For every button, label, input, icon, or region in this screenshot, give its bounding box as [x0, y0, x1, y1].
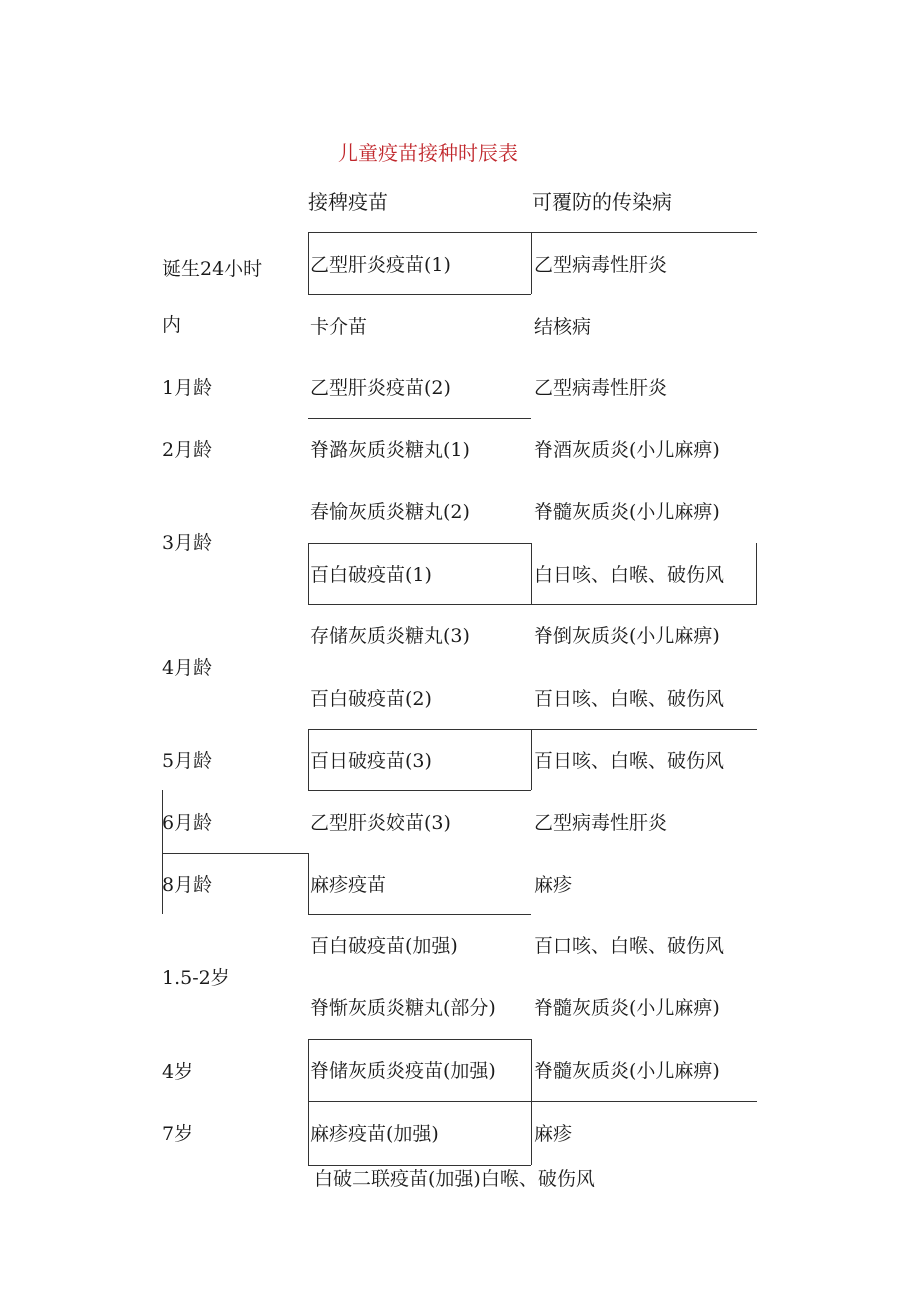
table-rule [308, 294, 531, 295]
age-label: 3月龄 [162, 532, 213, 554]
disease-cell: 乙型病毒性肝炎 [534, 812, 668, 834]
disease-cell: 麻疹 [534, 874, 573, 896]
table-rule [531, 729, 532, 790]
vaccine-cell: 存储灰质炎糖丸(3) [310, 625, 470, 647]
vaccine-cell: 百日破疫苗(3) [310, 750, 432, 772]
disease-cell: 乙型病毒性肝炎 [534, 254, 668, 276]
age-label: 1.5-2岁 [162, 967, 230, 989]
age-label: 2月龄 [162, 439, 213, 461]
age-label: 4月龄 [162, 657, 213, 679]
footer-note: 白破二联疫苗(加强)白喉、破伤风 [314, 1168, 595, 1190]
vaccine-cell: 百白破疫苗(1) [310, 564, 432, 586]
disease-cell: 脊酒灰质炎(小儿麻痹) [534, 439, 720, 461]
table-rule [308, 729, 309, 790]
column-header-disease: 可覆防的传染病 [532, 190, 672, 214]
vaccine-cell: 百白破疫苗(加强) [310, 935, 458, 957]
vaccine-cell: 乙型肝炎疫苗(2) [310, 377, 451, 399]
age-label: 8月龄 [162, 874, 213, 896]
vaccine-cell: 春愉灰质炎糖丸(2) [310, 501, 470, 523]
vaccine-cell: 麻疹疫苗 [310, 874, 387, 896]
table-rule [308, 232, 757, 233]
vaccine-cell: 脊惭灰质炎糖丸(部分) [310, 997, 496, 1019]
table-rule [308, 914, 531, 915]
table-rule [308, 543, 309, 604]
table-rule [308, 1039, 531, 1040]
vaccine-cell: 百白破疫苗(2) [310, 688, 432, 710]
disease-cell: 百日咳、白喉、破伤风 [534, 688, 725, 710]
disease-cell: 乙型病毒性肝炎 [534, 377, 668, 399]
document-title: 儿童疫苗接种时辰表 [338, 141, 518, 165]
vaccine-cell: 麻疹疫苗(加强) [310, 1123, 439, 1145]
age-label: 5月龄 [162, 750, 213, 772]
table-rule [308, 232, 309, 294]
table-rule [162, 853, 308, 854]
vaccine-cell: 脊潞灰质炎糖丸(1) [310, 439, 470, 461]
table-rule [531, 543, 532, 604]
vaccine-cell: 卡介苗 [310, 316, 368, 338]
age-label: 4岁 [162, 1061, 194, 1083]
disease-cell: 脊髓灰质炎(小儿麻痹) [534, 1060, 720, 1082]
disease-cell: 脊髓灰质炎(小儿麻痹) [534, 997, 720, 1019]
vaccine-cell: 乙型肝炎姣苗(3) [310, 812, 451, 834]
disease-cell: 百口咳、白喉、破伤风 [534, 935, 725, 957]
table-rule [308, 604, 757, 605]
age-label: 内 [162, 314, 182, 336]
table-rule [308, 729, 757, 730]
column-header-vaccine: 接稗疫苗 [308, 190, 388, 214]
age-label: 1月龄 [162, 377, 213, 399]
table-rule [308, 1165, 531, 1166]
disease-cell: 结核病 [534, 316, 592, 338]
disease-cell: 白日咳、白喉、破伤风 [534, 564, 725, 586]
vaccine-cell: 乙型肝炎疫苗(1) [310, 254, 451, 276]
disease-cell: 麻疹 [534, 1123, 573, 1145]
table-rule [308, 790, 531, 791]
disease-cell: 百日咳、白喉、破伤风 [534, 750, 725, 772]
table-rule [308, 418, 531, 419]
table-rule [531, 232, 532, 294]
disease-cell: 脊髓灰质炎(小儿麻痹) [534, 501, 720, 523]
table-rule [531, 1039, 532, 1165]
table-rule [308, 853, 309, 914]
table-rule [308, 543, 531, 544]
disease-cell: 脊倒灰质炎(小儿麻痹) [534, 625, 720, 647]
table-rule [162, 790, 163, 914]
vaccine-cell: 脊储灰质炎疫苗(加强) [310, 1060, 496, 1082]
table-rule [308, 1039, 309, 1165]
age-label: 6月龄 [162, 812, 213, 834]
table-rule [308, 1101, 757, 1102]
age-label: 7岁 [162, 1123, 194, 1145]
age-label: 诞生24小时 [162, 258, 263, 280]
table-rule [756, 543, 757, 604]
